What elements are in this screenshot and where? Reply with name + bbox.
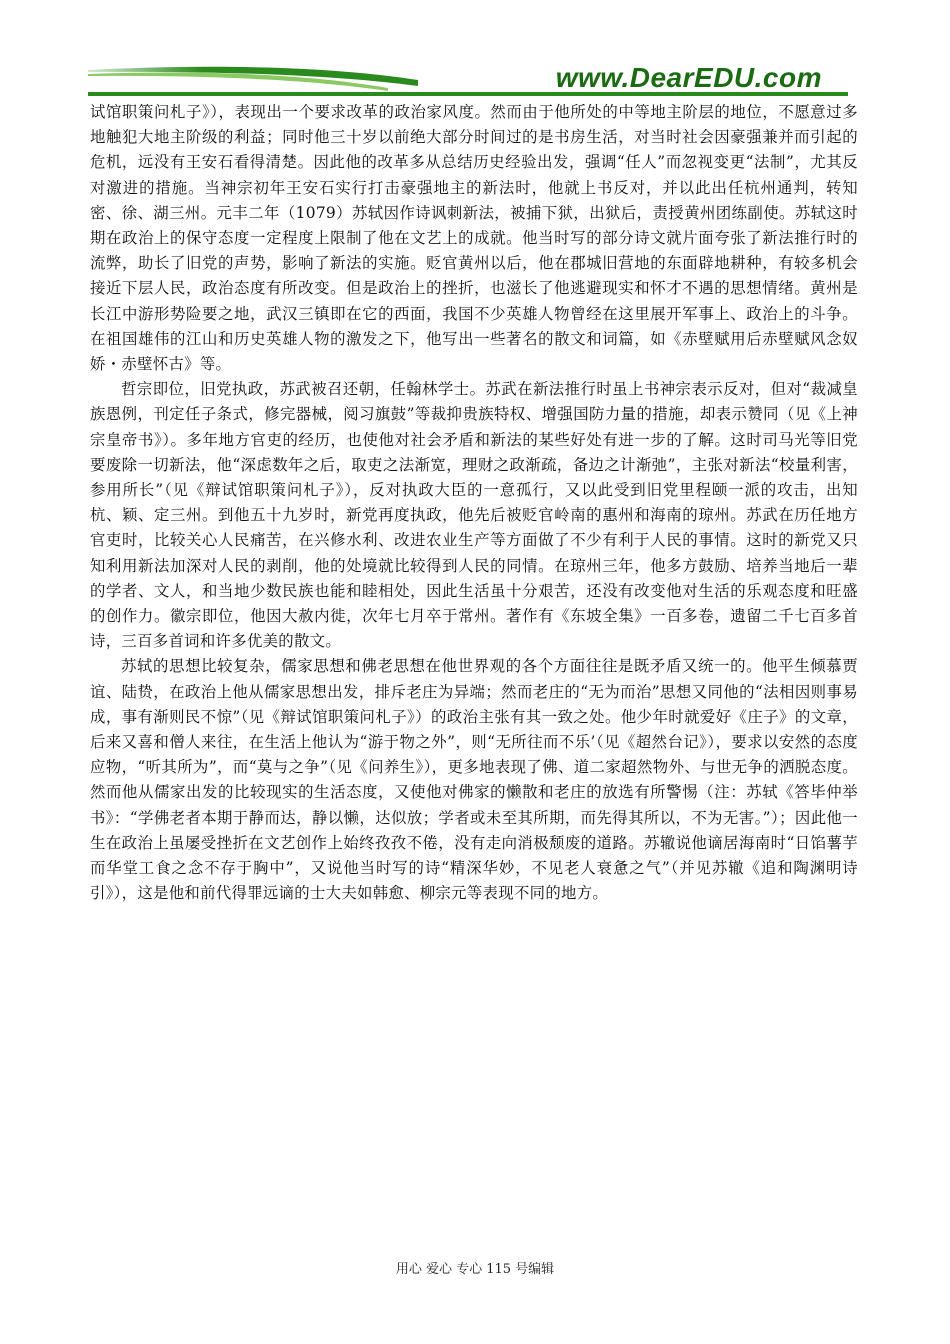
paragraph-2: 哲宗即位，旧党执政，苏武被召还朝，任翰林学士。苏武在新法推行时虽上书神宗表示反对，但对“裁减皇族恩例，刊定任子条式，修完器械，阅习旗鼓”等裁抑贵族特权、增强国防力量的措施，却表示赞同（见《上神宗皇帝书》）。多年地方官吏的经历，也使他对社会矛盾和新法的某些好处有进一步的了解。这时司马光等旧党要废除一切新法，他“深虑数年之后，取吏之法渐宽，理财之政渐疏，备边之计渐弛”，主张对新法“校量利害，参用所长”（见《辩试馆职策问札子》），反对执政大臣的一意孤行，又以此受到旧党里程颐一派的攻击，出知杭、颖、定三州。到他五十九岁时，新党再度执政，他先后被贬官岭南的惠州和海南的琼州。苏武在历任地方官吏时，比较关心人民痛苦，在兴修水利、改进农业生产等方面做了不少有利于人民的事情。这时的新党又只知利用新法加深对人民的剥削，他的处境就比较得到人民的同情。在琼州三年，他多方鼓励、培养当地后一辈的学者、文人，和当地少数民族也能和睦相处，因此生活虽十分艰苦，还没有改变他对生活的乐观态度和旺盛的创作力。徽宗即位，他因大赦内徙，次年七月卒于常州。著作有《东坡全集》一百多卷，遗留二千七百多首诗，三百多首词和许多优美的散文。 [90, 380, 858, 651]
article-body [90, 100, 858, 907]
site-brand[interactable]: www.DearEDU.com [555, 62, 822, 93]
page-header [88, 58, 848, 98]
page-footer: 用心 爱心 专心 115 号编辑 [395, 1262, 555, 1277]
paragraph-3: 苏轼的思想比较复杂，儒家思想和佛老思想在他世界观的各个方面往往是既矛盾又统一的。他平生倾慕贾谊、陆贽，在政治上他从儒家思想出发，排斥老庄为异端；然而老庄的“无为而治”思想又同他的“法相因则事易成，事有渐则民不惊”（见《辩试馆职策问札子》）的政治主张有其一致之处。他少年时就爱好《庄子》的文章，后来又喜和僧人来往，在生活上他认为“游于物之外”，则“无所往而不乐’（见《超然台记》），要求以安然的态度应物，“听其所为”，而“莫与之争”（见《问养生》），更多地表现了佛、道二家超然物外、与世无争的洒脱态度。然而他从儒家出发的比较现实的生活态度，又使他对佛家的懒散和老庄的放选有所警惕（注：苏轼《答毕仲举书》：“学佛老者本期于静而达，静以懒，达似放；学者或未至其所期，而先得其所以，不为无害。”）；因此他一生在政治上虽屡受挫折在文艺创作上始终孜孜不倦，没有走向消极颓废的道路。苏辙说他谪居海南时“日馅薯芋而华堂工食之念不存于胸中”，又说他当时写的诗“精深华妙，不见老人衰惫之气”（并见苏辙《追和陶渊明诗引》），这是他和前代得罪远谪的士大夫如韩愈、柳宗元等表现不同的地方。 [90, 657, 858, 903]
paragraph-1: 试馆职策问札子》），表现出一个要求改革的政治家风度。然而由于他所处的中等地主阶层的地位，不愿意过多地触犯大地主阶级的利益；同时他三十岁以前绝大部分时间过的是书房生活，对当时社会因豪强兼并而引起的危机，远没有王安石看得清楚。因此他的改革多从总结历史经验出发，强调“任人”而忽视变更“法制”，尤其反对激进的措施。当神宗初年王安石实行打击豪强地主的新法时，他就上书反对，并以此出任杭州通判，转知密、徐、湖三州。元丰二年（1079）苏轼因作诗讽刺新法，被捕下狱，出狱后，责授黄州团练副使。苏轼这时期在政治上的保守态度一定程度上限制了他在文艺上的成就。他当时写的部分诗文就片面夸张了新法推行时的流弊，助长了旧党的声势，影响了新法的实施。贬官黄州以后，他在郡城旧营地的东面辟地耕种，有较多机会接近下层人民，政治态度有所改变。但是政治上的挫折，也滋长了他逃避现实和怀才不遇的思想情绪。黄州是长江中游形势险要之地，武汉三镇即在它的西面，我国不少英雄人物曾经在这里展开军事上、政治上的斗争。在祖国雄伟的江山和历史英雄人物的激发之下，他写出一些著名的散文和词篇，如《赤壁赋用后赤壁赋风念奴娇・赤壁怀古》等。 [90, 103, 858, 374]
